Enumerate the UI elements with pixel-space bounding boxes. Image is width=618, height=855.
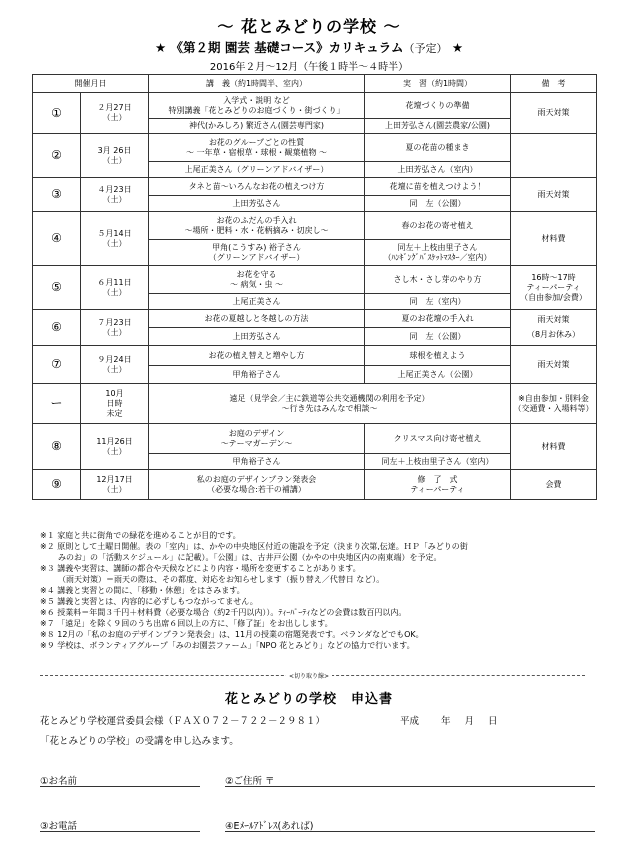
header-remarks: 備 考: [511, 75, 597, 93]
note: ※２ 原則として土曜日開催。表の「室内」は、かやの中央地区付近の施設を予定（決まり次第,伝達。ＨＰ「みどりの街: [40, 542, 468, 551]
name-label: ①お名前: [40, 776, 78, 787]
table-row: [33, 134, 597, 162]
practice-topic: 夏のお花壇の手入れ: [365, 310, 511, 328]
note: ※７ 「遠足」を除く９回のうち出席６回以上の方に、「修了証」をお出しします。: [40, 619, 333, 628]
schedule-period: 2016年２月～12月（午後１時半～４時半）: [209, 62, 409, 73]
session-date: ９月24日 （土）: [81, 346, 149, 384]
lecture-topic: お庭のデザイン ～テーマガーデン～: [149, 424, 365, 454]
header-lecture: 講 義（約1時間半、室内）: [149, 75, 365, 93]
table-row: [33, 212, 597, 240]
practice-topic: 夏の花苗の種まき: [365, 134, 511, 162]
session-date: 11月26日 （土）: [81, 424, 149, 470]
curriculum-table: [32, 74, 597, 500]
session-number: ④: [33, 212, 81, 266]
practice-topic: 修 了 式 ティーパーティ: [365, 470, 511, 500]
session-number: ⑦: [33, 346, 81, 384]
form-request-text: 「花とみどりの学校」の受講を申し込みます。: [40, 736, 239, 747]
practice-topic: 花壇に苗を植えつけよう！: [365, 178, 511, 196]
session-number: ⑤: [33, 266, 81, 310]
session-remarks: 材料費: [511, 212, 597, 266]
table-row: [33, 470, 597, 500]
lecturer: 上尾正美さん（グリーンアドバイザー）: [149, 162, 365, 178]
lecture-topic: 私のお庭のデザインプラン発表会 （必要な場合:若干の補講）: [149, 470, 365, 500]
note: ※９ 学校は、ボランティアグループ「みのお園芸ファーム」「NPO 花とみどり」などの協力で行います。: [40, 641, 415, 650]
session-date: ６月11日 （土）: [81, 266, 149, 310]
session-date: ２月27日 （土）: [81, 93, 149, 134]
instructor: 上尾正美さん（公園）: [365, 366, 511, 384]
session-number: ③: [33, 178, 81, 212]
session-remarks: 雨天対策: [511, 346, 597, 384]
instructor: 同 左（公園）: [365, 196, 511, 212]
session-date: ４月23日 （土）: [81, 178, 149, 212]
table-row: [33, 384, 597, 424]
lecturer: 神代(かみしろ) 繁近さん(園芸専門家): [149, 119, 365, 134]
document-subtitle: [0, 38, 618, 56]
instructor: 上田芳弘さん（室内）: [365, 162, 511, 178]
session-remarks: 雨天対策: [511, 178, 597, 212]
note: ※５ 講義と実習とは、内容的に必ずしもつながってません。: [40, 597, 258, 606]
lecture-topic: お花の植え替えと増やし方: [149, 346, 365, 366]
table-row: [33, 346, 597, 366]
subtitle-main: ★ 《第２期 園芸 基礎コース》カリキュラム: [154, 40, 404, 55]
session-date: 10月 日時 未定: [81, 384, 149, 424]
email-field[interactable]: [225, 831, 595, 832]
form-addressee: 花とみどり学校運営委員会様（ＦＡＸ０７２－７２２－２９８１）: [40, 716, 326, 727]
table-row: [33, 266, 597, 294]
session-remarks: 雨天対策: [511, 93, 597, 134]
session-date: 3月 26日 （土）: [81, 134, 149, 178]
note: （雨天対策）＝雨天の際は、その都度、対応をお知らせします（振り替え／代替日 など）。: [58, 575, 385, 584]
lecturer: 上尾正美さん: [149, 294, 365, 310]
practice-topic: さし木・さし芽のやり方: [365, 266, 511, 294]
lecture-topic: お花の夏越しと冬越しの方法: [149, 310, 365, 328]
cut-label: <切り取り線>: [0, 671, 618, 680]
table-header-row: [33, 75, 597, 93]
lecturer: 甲角裕子さん: [149, 366, 365, 384]
session-remarks: 材料費: [511, 424, 597, 470]
address-field[interactable]: [225, 786, 595, 787]
practice-topic: 球根を植えよう: [365, 346, 511, 366]
practice-topic: 春のお花の寄せ植え: [365, 212, 511, 240]
subtitle-note: （予定）: [403, 42, 448, 55]
session-number: ①: [33, 93, 81, 134]
instructor: 同左＋上枝由里子さん（室内）: [365, 454, 511, 470]
table-row: [33, 424, 597, 454]
lecture-topic: タネと苗～いろんなお花の植えつけ方: [149, 178, 365, 196]
note: ※３ 講義や実習は、講師の都合や天候などにより内容・場所を変更することがあります。: [40, 564, 361, 573]
lecture-topic: 入学式・説明 など 特別講義「花とみどりのお庭づくり・街づくり」: [149, 93, 365, 119]
document-title: ～ 花とみどりの学校 ～: [217, 17, 401, 36]
practice-topic: 花壇づくりの準備: [365, 93, 511, 119]
subtitle-star: ★: [451, 40, 464, 55]
note: ※１ 家庭と共に街角での緑花を進めることが目的です。: [40, 531, 241, 540]
header-practice: 実 習（約1時間）: [365, 75, 511, 93]
phone-label: ③お電話: [40, 821, 78, 832]
phone-field[interactable]: [40, 831, 200, 832]
note: ※８ 12月の「私のお庭のデザインプラン発表会」は、11月の授業の宿題発表です。ベランダなどでもOK。: [40, 630, 424, 639]
session-date: ７月23日 （土）: [81, 310, 149, 346]
note: ※６ 授業料＝年間３千円＋材料費（必要な場合（約2千円以内））。ﾃｨｰﾊﾟｰﾃｨなどの会費は数百円以内。: [40, 608, 407, 617]
lecture-topic: お花のふだんの手入れ ～場所・肥料・水・花柄摘み・切戻し～: [149, 212, 365, 240]
session-number: ⑨: [33, 470, 81, 500]
table-row: [33, 310, 597, 328]
lecture-topic: お花のグループごとの性質 ～ 一年草・宿根草・球根・観葉植物 ～: [149, 134, 365, 162]
instructor: 上田芳弘さん(園芸農家/公園): [365, 119, 511, 134]
header-date: 開催月日: [33, 75, 149, 93]
lecturer: 甲角裕子さん: [149, 454, 365, 470]
session-remarks: ※自由参加・別料金 （交通費・入場料等）: [511, 384, 597, 424]
address-label: ②ご住所 〒: [225, 776, 275, 787]
session-remarks: 会費: [511, 470, 597, 500]
lecturer: 甲角(こうすみ) 裕子さん （グリーンアドバイザー）: [149, 240, 365, 266]
session-date: ５月14日 （土）: [81, 212, 149, 266]
name-field[interactable]: [40, 786, 200, 787]
table-row: [33, 178, 597, 196]
session-number: ー: [33, 384, 81, 424]
instructor: 同 左（室内）: [365, 294, 511, 310]
note: みのお」の「活動スケジュール」に記載）。「公園」は、古井戸公園（かやの中央地区内の南東端）を予定。: [58, 553, 442, 562]
instructor: 同左＋上枝由里子さん （ﾊﾝｷﾞﾝｸﾞﾊﾞｽｹｯﾄﾏｽﾀｰ／室内）: [365, 240, 511, 266]
lecturer: 上田芳弘さん: [149, 328, 365, 346]
session-remarks: 雨天対策 （8月お休み）: [511, 310, 597, 346]
practice-topic: クリスマス向け寄せ植え: [365, 424, 511, 454]
session-number: ⑥: [33, 310, 81, 346]
excursion-description: 遠足（見学会／主に鉄道等公共交通機関の利用を予定） ～行き先はみんなで相談～: [149, 384, 511, 424]
email-label: ④Eﾒｰﾙｱﾄﾞﾚｽ(あれば): [225, 821, 314, 832]
notes-section: [40, 530, 600, 651]
instructor: 同 左（公園）: [365, 328, 511, 346]
note: ※４ 講義と実習との間に、「移動・休憩」をはさみます。: [40, 586, 245, 595]
form-title: 花とみどりの学校 申込書: [224, 692, 393, 707]
lecture-topic: お花を守る ～ 病気・虫 ～: [149, 266, 365, 294]
lecturer: 上田芳弘さん: [149, 196, 365, 212]
table-row: [33, 93, 597, 119]
session-remarks: 16時～17時 ティーパーティ （自由参加/会費）: [511, 266, 597, 310]
session-number: ②: [33, 134, 81, 178]
session-date: 12月17日 （土）: [81, 470, 149, 500]
form-date: 平成 年 月 日: [400, 716, 498, 727]
session-remarks: [511, 134, 597, 178]
session-number: ⑧: [33, 424, 81, 470]
